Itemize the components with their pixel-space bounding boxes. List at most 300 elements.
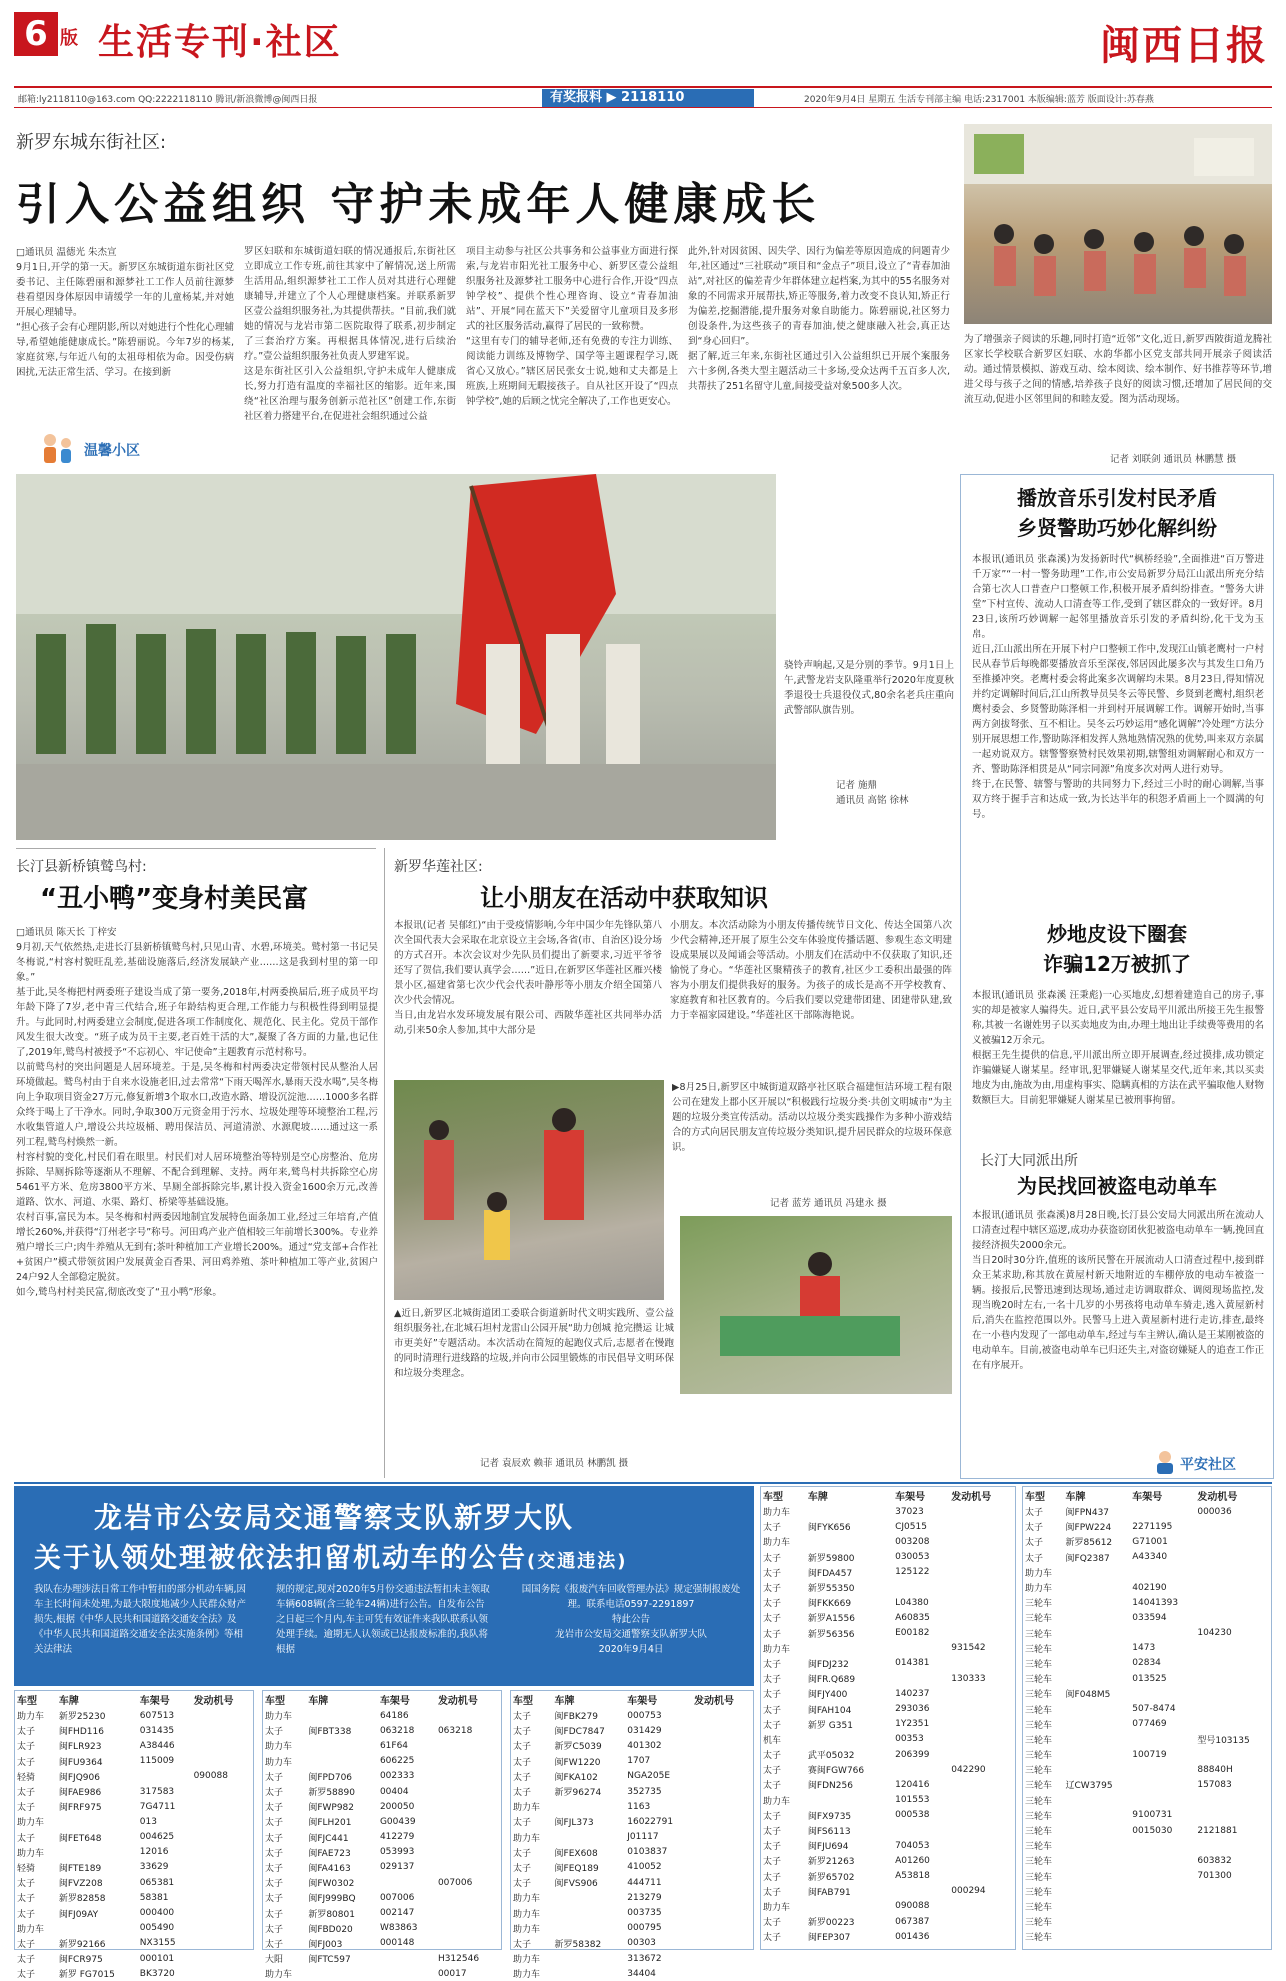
table-row bbox=[511, 1966, 751, 1981]
table-cell bbox=[1195, 1899, 1269, 1914]
table-cell bbox=[436, 1799, 499, 1814]
table-cell: 新罗55350 bbox=[807, 1584, 855, 1595]
table-cell bbox=[949, 1929, 1013, 1944]
right-story-1-text: 本报讯(通讯员 张森溪)为发扬新时代“枫桥经验”,全面推进“百万警进千万家”“一村一警务助理”工作,市公安局新罗分局江山派出所充分结合第七次人口普查户口整顿工作,积极开展矛盾纠纷排查。“警务大讲堂”下村宣传、流动人口清查等工作,受到了辖区群众的一致好评。8月23日,该所巧妙调解一起邻里播放音乐引发的矛盾纠纷,化干戈为玉帛。 近日,江山派出所在开展下村户口整顿工作中,发现江山镇老鹰村一户村民从春节后每晚都要播放音乐至深夜,邻居因此屡多次与其发生口角乃至推搡冲突。老鹰村委会将此案多次调解均未果。8月23日,得知情况并约定调解时间后,江山所教导员吴冬云等民警、乡贤到老鹰村,组织老鹰村委会、乡贤警助陈泽相一并到村开展调解工作。调解开始时,当事两方剑拔弩张、互不相让。吴冬云巧妙运用“感化调解”冷处理“方法分别开展思想工作,警助陈泽相发挥人熟地熟情况熟的优势,叫来双方亲属一起劝说双方。辖警警察赞村民效果初期,辖警组劝调解耐心和双方一齐、警助陈泽相贯是从“同宗同源”角度多次对两人进行劝导。 终于,在民警、辖警与警助的共同努力下,经过三小时的耐心调解,当事双方终于握手言和达成一致,为长达半年的积怨矛盾画上一个圆满的句号。 bbox=[972, 554, 1264, 820]
table-cell: 太子 bbox=[17, 1757, 36, 1768]
table-cell: 助力车 bbox=[513, 1970, 541, 1981]
table-cell bbox=[1195, 1641, 1269, 1656]
table-cell: 助力车 bbox=[265, 1712, 293, 1723]
table-cell: 闽FCR975 bbox=[58, 1955, 103, 1966]
table-row bbox=[761, 1914, 1013, 1929]
table-header-cell: 车型 bbox=[513, 1696, 533, 1707]
table-cell: 157083 bbox=[1197, 1779, 1232, 1790]
table-row bbox=[1023, 1869, 1269, 1884]
table-cell: 931542 bbox=[951, 1643, 986, 1654]
table-cell bbox=[949, 1853, 1013, 1868]
table-row bbox=[15, 1769, 251, 1784]
table-cell: 助力车 bbox=[763, 1538, 791, 1549]
table-cell bbox=[1195, 1671, 1269, 1686]
table-cell: 闽FW1220 bbox=[554, 1757, 601, 1768]
table-cell bbox=[949, 1595, 1013, 1610]
table-row bbox=[263, 1799, 499, 1814]
table-row bbox=[15, 1875, 251, 1890]
table-cell: 三轮车 bbox=[1025, 1720, 1053, 1731]
table-row bbox=[511, 1905, 751, 1920]
table-cell: 三轮车 bbox=[1025, 1690, 1053, 1701]
table-cell: 太子 bbox=[265, 1727, 284, 1738]
table-row bbox=[1023, 1914, 1269, 1929]
table-cell: 三轮车 bbox=[1025, 1751, 1053, 1762]
table-cell: 444711 bbox=[627, 1877, 662, 1888]
table-cell: 闽FJC441 bbox=[308, 1833, 349, 1844]
police-icon bbox=[1152, 1448, 1178, 1474]
table-row bbox=[761, 1519, 1013, 1534]
table-cell: A53818 bbox=[895, 1871, 930, 1882]
story-a-text: 9月初,天气依然热,走进长汀县新桥镇鹫鸟村,只见山青、水碧,环境美。鹫村第一书记吴冬梅说,“村容村貌旺乱差,基础设施落后,经济发展缺产业……这是我到村里的第一印象。” 基于此,吴冬梅把村两委班子建设当成了第一要务,2018年,村两委换届后,班子成员平均年龄下降了7岁,老中青三代结合,班子年龄结构更合理,工作能力与积极性得到明显提升。与此同时,村两委建立会制度,促进各项工作制度化、规范化、民主化。党员干部作风发生很大改变。“班子成为员干主要,老百姓干活的大”,凝聚了各方面的力量,也记住了,2019年,鹫鸟村被授予“不忘初心、牢记使命”主题教育示范村称号。 以前鹫鸟村的突出问题是人居环境差。于是,吴冬梅和村两委决定带领村民从整治人居环境做起。鹫鸟村由于自来水设施老旧,过去常常“下雨天喝浑水,暴雨天没水喝”,吴冬梅向上争取项目资金27万元,修复新增3个取水口,改造水路、增设沉淀池……1000多名群众终于喝上了干净水。同时,争取300万元资金用于污水、垃圾处理等环境整治工程,污水收集管道人户,增设公共垃圾桶、聘用保洁员、河道清淤、水源爬坡……通过这一系列工程,鹫鸟村焕然一新。 村容村貌的变化,村民们看在眼里。村民们对人居环境整治等特别是空心房整治、危房拆除、旱厕拆除等逐渐从不理解、不配合到理解、支持。两年来,鹫鸟村共拆除空心房5461平方米、危房3800平方米、旱厕全部拆除完毕,累计投入资金1600余万元,改善道路、饮水、河道、水渠、路灯、桥梁等基础设施。 农村百事,富民为本。吴冬梅和村两委因地制宜发展特色面条加工业,经过三年培育,产值增长260%,并获得“汀州老字号”称号。河田鸡产业产值相较三年前增长300%。专业养殖户增长三户;肉牛养殖从无到有;茶叶种植加工产业增长200%。通过“党支部+合作社+贫困户”模式带领贫困户发展黄金百香果、河田鸡养殖、茶叶种植加工等产业,贫困户24户92人全部稳定脱贫。 如今,鹫鸟村村美民富,彻底改变了“丑小鸭”形象。 bbox=[16, 942, 378, 1298]
table-row bbox=[1023, 1641, 1269, 1656]
table-cell: 助力车 bbox=[17, 1848, 45, 1859]
issue-info: 2020年9月4日 星期五 生活专刊部主编 电话:2317001 本版编辑:蓝芳 版面设计:苏春燕 bbox=[804, 95, 1154, 105]
table-row bbox=[15, 1738, 251, 1753]
table-cell: 轻骑 bbox=[17, 1772, 36, 1783]
table-row bbox=[1023, 1762, 1269, 1777]
table-cell: 031429 bbox=[627, 1725, 662, 1736]
table-cell bbox=[692, 1708, 751, 1723]
table-cell: A38446 bbox=[139, 1740, 175, 1751]
table-cell: 闽FJ003 bbox=[308, 1939, 343, 1950]
table-cell bbox=[553, 1799, 626, 1814]
table-cell bbox=[1064, 1793, 1131, 1808]
table-row bbox=[511, 1784, 751, 1799]
table-cell bbox=[192, 1890, 251, 1905]
table-cell: 新罗21263 bbox=[807, 1857, 855, 1868]
table-row bbox=[761, 1671, 1013, 1686]
table-header-cell: 发动机号 bbox=[437, 1696, 478, 1707]
table-row bbox=[511, 1936, 751, 1951]
table-cell: 太子 bbox=[17, 1879, 36, 1890]
vehicle-table-1 bbox=[15, 1691, 251, 1981]
table-row bbox=[15, 1754, 251, 1769]
table-row bbox=[1023, 1929, 1269, 1944]
table-cell: 507-8474 bbox=[1132, 1704, 1176, 1715]
table-cell: A60835 bbox=[895, 1612, 930, 1623]
traffic-notice-banner bbox=[14, 1486, 754, 1686]
table-cell: 014381 bbox=[895, 1658, 930, 1669]
table-header-row bbox=[263, 1691, 499, 1708]
table-cell bbox=[692, 1860, 751, 1875]
table-cell: 太子 bbox=[1025, 1523, 1044, 1534]
table-cell: 太子 bbox=[17, 1894, 36, 1905]
table-cell: 闽FEX608 bbox=[554, 1848, 598, 1859]
table-cell: 410052 bbox=[627, 1862, 662, 1873]
reading-scene-illustration bbox=[964, 124, 1272, 324]
table-cell bbox=[949, 1565, 1013, 1580]
table-cell bbox=[1195, 1914, 1269, 1929]
table-cell: 太子 bbox=[763, 1857, 782, 1868]
table-cell: J01117 bbox=[627, 1832, 659, 1843]
table-row bbox=[263, 1860, 499, 1875]
table-cell: 助力车 bbox=[513, 1924, 541, 1935]
table-cell bbox=[192, 1936, 251, 1951]
table-cell: 太子 bbox=[265, 1803, 284, 1814]
family-icon bbox=[40, 430, 80, 466]
table-cell bbox=[1195, 1793, 1269, 1808]
table-cell: 闽FEQ189 bbox=[554, 1863, 599, 1874]
table-cell: 063218 bbox=[379, 1725, 415, 1736]
table-row bbox=[511, 1921, 751, 1936]
table-cell bbox=[436, 1890, 499, 1905]
table-row bbox=[511, 1799, 751, 1814]
table-cell bbox=[192, 1951, 251, 1966]
table-cell bbox=[192, 1845, 251, 1860]
table-header-cell: 车牌 bbox=[58, 1696, 79, 1707]
right-story-3-kicker: 长汀大同派出所 bbox=[980, 1153, 1078, 1169]
table-cell bbox=[1130, 1869, 1195, 1884]
table-cell: 三轮车 bbox=[1025, 1842, 1053, 1853]
table-cell: 助力车 bbox=[763, 1644, 791, 1655]
table-cell: 007006 bbox=[379, 1892, 415, 1903]
table-cell: 130333 bbox=[951, 1673, 986, 1684]
table-row bbox=[511, 1951, 751, 1966]
table-row bbox=[1023, 1534, 1269, 1549]
table-cell: 闽FAB791 bbox=[807, 1887, 851, 1898]
table-cell bbox=[1064, 1717, 1131, 1732]
table-header-row bbox=[1023, 1487, 1269, 1504]
table-cell: 闽FW0302 bbox=[308, 1879, 355, 1890]
table-cell: 太子 bbox=[763, 1842, 782, 1853]
table-cell bbox=[692, 1769, 751, 1784]
table-cell bbox=[378, 1875, 436, 1890]
story-b-text-2: 小朋友。本次活动除为小朋友传播传统节日文化、传达全国第八次少代会精神,还开展了原生公交车体验度传播话题、参观生态文明建设成果展以及闻诵会等活动。小朋友们在活动中不仅获取了知识,还愉悦了身心。“华莲社区聚精孩子的教育,社区少工委积出最强的阵容为小朋友们提供我好的服务。为孩子的成长是高不开学校教育、家庭教育和社区教育的。今后我们要以党建带团建、团建带队建,致力于幸福家园建设。”华莲社区干部陈海艳说。 bbox=[670, 920, 952, 1021]
table-row bbox=[1023, 1793, 1269, 1808]
table-cell bbox=[553, 1830, 626, 1845]
table-cell bbox=[436, 1905, 499, 1920]
table-cell: A01260 bbox=[895, 1855, 930, 1866]
table-cell bbox=[893, 1823, 949, 1838]
table-cell: 助力车 bbox=[763, 1796, 791, 1807]
table-cell bbox=[949, 1626, 1013, 1641]
table-row bbox=[1023, 1565, 1269, 1580]
table-cell bbox=[436, 1754, 499, 1769]
table-row bbox=[15, 1830, 251, 1845]
table-row bbox=[263, 1769, 499, 1784]
table-cell bbox=[1064, 1853, 1131, 1868]
table-cell: 太子 bbox=[763, 1675, 782, 1686]
story-b-headline: 让小朋友在活动中获取知识 bbox=[480, 884, 768, 912]
table-row bbox=[1023, 1671, 1269, 1686]
reading-photo-caption: 为了增强亲子阅读的乐趣,同时打造“近邻”文化,近日,新罗西陂街道龙腾社区家长学校联合新罗区妇联、水韵华都小区党支部共同开展亲子阅读活动。通过情景模拟、游戏互动、绘本阅读、绘本制作、好书推荐等环节,增进父母与孩子之间的情感,培养孩子良好的阅读习惯,还增加了居民间的交流互动,促进小区邻里间的和睦友爱。图为活动现场。 bbox=[964, 334, 1272, 405]
table-cell: 701300 bbox=[1197, 1871, 1232, 1882]
table-header-cell: 车型 bbox=[17, 1696, 37, 1707]
table-cell: 闽FDA457 bbox=[807, 1568, 853, 1579]
table-row bbox=[1023, 1732, 1269, 1747]
table-cell: 2271195 bbox=[1132, 1521, 1173, 1532]
table-cell bbox=[378, 1966, 436, 1981]
table-cell bbox=[806, 1899, 893, 1914]
table-row bbox=[263, 1936, 499, 1951]
table-cell bbox=[949, 1610, 1013, 1625]
contact-info: 邮箱:ly2118110@163.com QQ:2222118110 腾讯/新浪微博@闽西日报 bbox=[18, 95, 318, 105]
vehicle-table-4-box bbox=[760, 1486, 1016, 1950]
table-cell: 004625 bbox=[139, 1832, 175, 1843]
table-cell: 太子 bbox=[513, 1742, 532, 1753]
table-cell bbox=[806, 1641, 893, 1656]
table-cell: 闽FBT338 bbox=[308, 1727, 352, 1738]
table-cell bbox=[436, 1769, 499, 1784]
table-cell: 太子 bbox=[763, 1584, 782, 1595]
lead-headline: 引入公益组织 守护未成年人健康成长 bbox=[16, 179, 821, 230]
table-cell: 闽FHD116 bbox=[58, 1727, 104, 1738]
table-row bbox=[761, 1853, 1013, 1868]
table-cell: E00182 bbox=[895, 1628, 930, 1639]
notice-title-2-main: 关于认领处理被依法扣留机动车的公告 bbox=[34, 1543, 527, 1574]
table-row bbox=[263, 1890, 499, 1905]
table-cell: 1473 bbox=[1132, 1643, 1156, 1654]
story-a-headline: “丑小鸭”变身村美民富 bbox=[40, 884, 309, 914]
table-cell bbox=[553, 1966, 626, 1981]
table-cell bbox=[893, 1580, 949, 1595]
table-cell bbox=[1064, 1762, 1131, 1777]
table-cell bbox=[692, 1784, 751, 1799]
table-cell: 三轮车 bbox=[1025, 1902, 1053, 1913]
table-cell: 太子 bbox=[513, 1772, 532, 1783]
table-cell bbox=[692, 1830, 751, 1845]
vehicle-table-2 bbox=[263, 1691, 499, 1981]
table-cell: 太子 bbox=[763, 1766, 782, 1777]
table-cell: 88840H bbox=[1197, 1764, 1233, 1775]
table-cell bbox=[138, 1769, 192, 1784]
page-number-suffix: 版 bbox=[60, 28, 78, 49]
table-cell bbox=[436, 1921, 499, 1936]
table-cell bbox=[1130, 1899, 1195, 1914]
table-cell: 704053 bbox=[895, 1840, 930, 1851]
table-cell: 型号103135 bbox=[1197, 1735, 1250, 1746]
table-cell: 0103837 bbox=[627, 1847, 668, 1858]
table-header-cell: 车牌 bbox=[807, 1492, 828, 1503]
table-cell: 031435 bbox=[139, 1725, 175, 1736]
table-cell: 090088 bbox=[193, 1771, 228, 1782]
table-cell: 三轮车 bbox=[1025, 1766, 1053, 1777]
table-cell: 太子 bbox=[17, 1742, 36, 1753]
vehicle-table-5 bbox=[1023, 1487, 1269, 1944]
table-cell: 三轮车 bbox=[1025, 1857, 1053, 1868]
table-cell: 新罗92166 bbox=[58, 1939, 106, 1950]
table-row bbox=[761, 1686, 1013, 1701]
notice-title-1: 龙岩市公安局交通警察支队新罗大队 bbox=[94, 1501, 575, 1534]
table-cell: 太子 bbox=[763, 1933, 782, 1944]
table-cell: 闽FWP982 bbox=[308, 1803, 354, 1814]
table-cell: 33629 bbox=[139, 1862, 169, 1873]
table-cell: 闽FS6113 bbox=[807, 1827, 851, 1838]
table-cell bbox=[1130, 1732, 1195, 1747]
notice-title-2-suffix: (交通违法) bbox=[527, 1551, 628, 1572]
table-cell: 34404 bbox=[627, 1968, 656, 1979]
table-cell: 闽FET648 bbox=[58, 1833, 102, 1844]
reading-activity-photo bbox=[964, 124, 1272, 324]
table-cell: 闽FAE723 bbox=[308, 1848, 351, 1859]
table-cell: 太子 bbox=[513, 1712, 532, 1723]
table-cell bbox=[306, 1738, 378, 1753]
table-cell bbox=[1130, 1853, 1195, 1868]
table-row bbox=[263, 1875, 499, 1890]
table-cell: 新罗A1556 bbox=[807, 1614, 855, 1625]
flag-photo-credit: 记者 施鼎 通讯员 高铭 徐林 bbox=[836, 780, 909, 806]
table-row bbox=[263, 1723, 499, 1738]
table-cell: 太子 bbox=[763, 1887, 782, 1898]
table-cell bbox=[1195, 1656, 1269, 1671]
table-cell bbox=[378, 1951, 436, 1966]
table-cell bbox=[553, 1951, 626, 1966]
table-cell bbox=[1130, 1565, 1195, 1580]
table-cell bbox=[1195, 1595, 1269, 1610]
divider bbox=[14, 1482, 1272, 1484]
table-cell: 013525 bbox=[1132, 1673, 1167, 1684]
table-cell: 太子 bbox=[763, 1720, 782, 1731]
table-row bbox=[761, 1838, 1013, 1853]
divider bbox=[16, 848, 376, 849]
table-cell: 140237 bbox=[895, 1688, 930, 1699]
table-cell bbox=[1195, 1747, 1269, 1762]
notice-text-1: 我队在办理涉法日常工作中暂扣的部分机动车辆,因车主长时间未处理,为最大限度地减少人民群众财产损失,根据《中华人民共和国道路交通安全法》及《中华人民共和国道路交通安全法实施条例》等相关法律法 bbox=[34, 1584, 247, 1655]
table-row bbox=[761, 1534, 1013, 1549]
table-cell: 001436 bbox=[895, 1931, 930, 1942]
table-cell: 轻骑 bbox=[17, 1863, 36, 1874]
table-cell: 助力车 bbox=[763, 1902, 791, 1913]
table-cell: 412279 bbox=[379, 1832, 415, 1843]
table-cell: 三轮车 bbox=[1025, 1887, 1053, 1898]
table-cell: 三轮车 bbox=[1025, 1796, 1053, 1807]
table-cell: 317583 bbox=[139, 1786, 175, 1797]
table-cell bbox=[306, 1754, 378, 1769]
table-cell: 00404 bbox=[379, 1786, 409, 1797]
table-cell: 太子 bbox=[763, 1614, 782, 1625]
table-cell bbox=[692, 1723, 751, 1738]
table-row bbox=[263, 1754, 499, 1769]
table-cell bbox=[192, 1830, 251, 1845]
table-cell: 太子 bbox=[763, 1629, 782, 1640]
table-cell: 606225 bbox=[379, 1756, 415, 1767]
table-cell bbox=[57, 1814, 138, 1829]
vehicle-table-1-box bbox=[14, 1690, 254, 1981]
table-cell: 2121881 bbox=[1197, 1825, 1238, 1836]
table-cell: 新罗82858 bbox=[58, 1894, 106, 1905]
right-story-2-title-1: 炒地皮设下圈套 bbox=[1047, 922, 1187, 946]
table-cell: 闽F048M5 bbox=[1065, 1690, 1111, 1701]
table-cell: 000148 bbox=[379, 1938, 415, 1949]
table-cell bbox=[1195, 1884, 1269, 1899]
table-cell: 助力车 bbox=[513, 1833, 541, 1844]
table-cell: 闽FU9364 bbox=[58, 1757, 103, 1768]
table-cell: 闽FPW224 bbox=[1065, 1523, 1112, 1534]
table-row bbox=[761, 1626, 1013, 1641]
table-cell bbox=[1130, 1929, 1195, 1944]
table-cell bbox=[436, 1738, 499, 1753]
table-cell: 64186 bbox=[379, 1710, 409, 1721]
table-row bbox=[15, 1921, 251, 1936]
table-cell: 三轮车 bbox=[1025, 1659, 1053, 1670]
lead-col-3: 项目主动参与社区公共事务和公益事业方面进行探索,与龙岩市阳光社工服务中心、新罗区壹公益组织服务社及源梦社工服务中心进行合作,开设“四点钟学校”、提供个性心理咨询、设立“青春加油站”、开展“同在蓝天下”关爱留守儿童项目及多形式的社区服务活动,赢得了居民的一致称赞。 “这里有专门的辅导老师,还有免费的专注力训练、阅读能力训练及博物学、国学等主题课程学习,既省心又放心。”辖区居民张女士说,她和丈夫都是上班族,上班期间无暇接孩子。自从社区开设了“四点钟学校”,她的后顾之忧完全解决了,工作也更安心。 bbox=[466, 246, 678, 407]
table-cell: 100719 bbox=[1132, 1749, 1167, 1760]
table-cell: 三轮车 bbox=[1025, 1918, 1053, 1929]
table-cell: 闽FJ999BQ bbox=[308, 1894, 356, 1905]
table-cell: 三轮车 bbox=[1025, 1705, 1053, 1716]
table-cell: 16022791 bbox=[627, 1816, 674, 1827]
table-cell: 293036 bbox=[895, 1704, 930, 1715]
table-row bbox=[761, 1595, 1013, 1610]
table-cell: 000036 bbox=[1197, 1506, 1232, 1517]
table-row bbox=[263, 1708, 499, 1723]
table-cell: 007006 bbox=[437, 1877, 473, 1888]
table-cell: 新罗58382 bbox=[554, 1939, 602, 1950]
table-row bbox=[263, 1738, 499, 1753]
table-cell: 太子 bbox=[763, 1781, 782, 1792]
table-row bbox=[511, 1875, 751, 1890]
table-cell: 闽FDN256 bbox=[807, 1781, 853, 1792]
table-cell: 三轮车 bbox=[1025, 1599, 1053, 1610]
table-row bbox=[761, 1580, 1013, 1595]
table-cell bbox=[949, 1519, 1013, 1534]
table-cell bbox=[1064, 1732, 1131, 1747]
table-cell bbox=[1195, 1929, 1269, 1944]
table-header-cell: 车架号 bbox=[139, 1696, 170, 1707]
table-row bbox=[1023, 1626, 1269, 1641]
table-cell: 新罗56356 bbox=[807, 1629, 855, 1640]
table-cell bbox=[192, 1799, 251, 1814]
table-cell: CJ0515 bbox=[895, 1521, 927, 1532]
table-cell bbox=[949, 1580, 1013, 1595]
table-cell bbox=[57, 1845, 138, 1860]
table-cell bbox=[1195, 1838, 1269, 1853]
table-cell bbox=[553, 1921, 626, 1936]
table-cell: 闽FDC7847 bbox=[554, 1727, 605, 1738]
table-cell bbox=[893, 1762, 949, 1777]
table-cell: 闽FR.Q689 bbox=[807, 1675, 856, 1686]
table-cell: 太子 bbox=[265, 1909, 284, 1920]
table-cell bbox=[192, 1966, 251, 1981]
table-cell: 太子 bbox=[17, 1727, 36, 1738]
table-cell: 37023 bbox=[895, 1506, 924, 1517]
table-cell bbox=[893, 1641, 949, 1656]
safe-community-badge bbox=[1152, 1448, 1272, 1476]
table-row bbox=[761, 1641, 1013, 1656]
table-cell: 闽FAE986 bbox=[58, 1788, 102, 1799]
table-row bbox=[1023, 1777, 1269, 1792]
table-row bbox=[1023, 1595, 1269, 1610]
table-cell: 029137 bbox=[379, 1862, 415, 1873]
table-cell bbox=[949, 1717, 1013, 1732]
table-cell bbox=[1064, 1656, 1131, 1671]
table-cell bbox=[1064, 1823, 1131, 1838]
table-cell: 14041393 bbox=[1132, 1597, 1179, 1608]
table-cell bbox=[1195, 1565, 1269, 1580]
right-story-2-text: 本报讯(通讯员 张森溪 汪秉彪)一心买地皮,幻想着建造自己的房子,事实的却是被家人骗得失。近日,武平县公安局平川派出所接王先生报警称,其被一名谢姓男子以买卖地皮为由,办理土地出让手续费等费用的名义被骗12万余元。 根据王先生提供的信息,平川派出所立即开展调查,经过摸排,成功锁定诈骗嫌疑人谢某星。经审讯,犯罪嫌疑人谢某星交代,近年来,其以买卖地皮为由,施故为由,用虚构事实、隐瞒真相的方法在武平骗取他人财物数额巨大。目前犯罪嫌疑人谢某星已被刑事拘留。 bbox=[972, 990, 1264, 1106]
table-cell: 闽FLR923 bbox=[58, 1742, 102, 1753]
table-cell: 闽FVS906 bbox=[554, 1879, 598, 1890]
table-cell: 机车 bbox=[763, 1735, 782, 1746]
table-cell: 新罗58890 bbox=[308, 1788, 355, 1799]
table-row bbox=[1023, 1717, 1269, 1732]
vehicle-table-3 bbox=[511, 1691, 751, 1981]
table-cell: 闽FBK279 bbox=[554, 1712, 598, 1723]
table-cell: 067387 bbox=[895, 1916, 930, 1927]
table-cell bbox=[806, 1793, 893, 1808]
garbage-photo-caption: ▶8月25日,新罗区中城街道双路亭社区联合福建恒洁环境工程有限公司在建发上郡小区开展以“积极践行垃圾分类·共创文明城市”为主题的垃圾分类宣传活动。活动以垃圾分类实践操作为多种小游戏结合的方式向居民朋友宣传垃圾分类知识,提升居民群众的垃圾环保意识。 bbox=[672, 1082, 952, 1153]
table-cell: 003208 bbox=[895, 1536, 930, 1547]
table-cell: L04380 bbox=[895, 1597, 929, 1608]
table-cell bbox=[1195, 1686, 1269, 1701]
table-cell: 002333 bbox=[379, 1771, 415, 1782]
table-cell bbox=[1130, 1777, 1195, 1792]
